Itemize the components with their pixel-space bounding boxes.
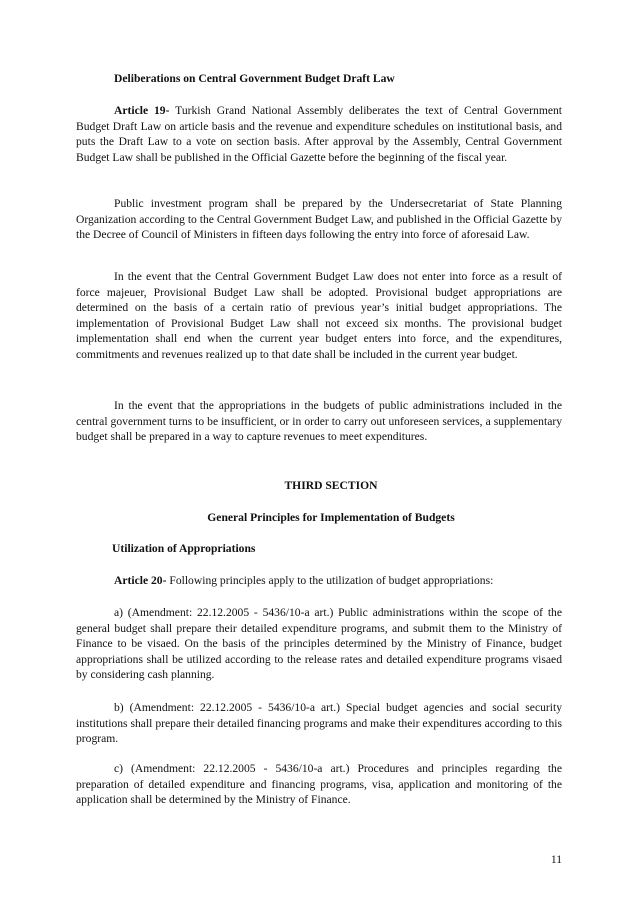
heading-utilization: Utilization of Appropriations — [112, 542, 256, 555]
item-b-paragraph: b) (Amendment: 22.12.2005 - 5436/10-a art.) Special budget agencies and social security institutions shall prepare their detailed financing programs and make their expenditures according to this program. — [76, 701, 562, 746]
article-20-paragraph — [76, 573, 562, 589]
heading-deliberations: Deliberations on Central Government Budget Draft Law — [114, 72, 395, 85]
section-title: THIRD SECTION — [284, 479, 378, 492]
article-19-paragraph — [76, 103, 562, 165]
article-20-text: Following principles apply to the utilization of budget appropriations: — [166, 574, 494, 587]
force-majeur-paragraph: In the event that the Central Government Budget Law does not enter into force as a result of force majeuer, Provisional Budget Law shall be adopted. Provisional budget appropriations are determined on the basis of a certain ratio of previous year’s initial budget appropriations. The implementation of Provisional Budget Law shall not exceed six months. The provisional budget implementation shall end when the current year budget enters into force, and the expenditures, commitments and revenues realized up to that date shall be included in the current year budget. — [76, 270, 562, 361]
public-investment-paragraph: Public investment program shall be prepared by the Undersecretariat of State Planning Organization according to the Central Government Budget Law, and published in the Official Gazette by the Decree of Council of Ministers in fifteen days following the entry into force of aforesaid Law. — [76, 197, 562, 242]
item-c-paragraph: c) (Amendment: 22.12.2005 - 5436/10-a art.) Procedures and principles regarding the preparation of detailed expenditure and financing programs, visa, application and monitoring of the application shall be determined by the Ministry of Finance. — [76, 762, 562, 807]
item-a-paragraph: a) (Amendment: 22.12.2005 - 5436/10-a art.) Public administrations within the scope of the general budget shall prepare their detailed expenditure programs, and submit them to the Ministry of Finance to be visaed. On the basis of the principles determined by the Ministry of Finance, budget appropriations shall be utilized according to the release rates and detailed expenditure programs visaed by considering cash planning. — [76, 606, 562, 682]
supplementary-budget-paragraph: In the event that the appropriations in the budgets of public administrations included in the central government turns to be insufficient, or in order to carry out unforeseen services, a supplementary budget shall be prepared in a way to capture revenues to meet expenditures. — [76, 399, 562, 444]
article-20-label: Article 20- — [114, 574, 167, 587]
section-subtitle: General Principles for Implementation of Budgets — [207, 511, 455, 524]
article-19-text: Turkish Grand National Assembly deliberates the text of Central Government Budget Draft Law on article basis and the revenue and expenditure schedules on institutional basis, and puts the Draft Law to a vote on section basis. After approval by the Assembly, Central Government Budget Law shall be published in the Official Gazette before the beginning of the fiscal year. — [76, 104, 562, 164]
article-19-label: Article 19- — [114, 104, 170, 117]
page-number: 11 — [550, 853, 562, 866]
